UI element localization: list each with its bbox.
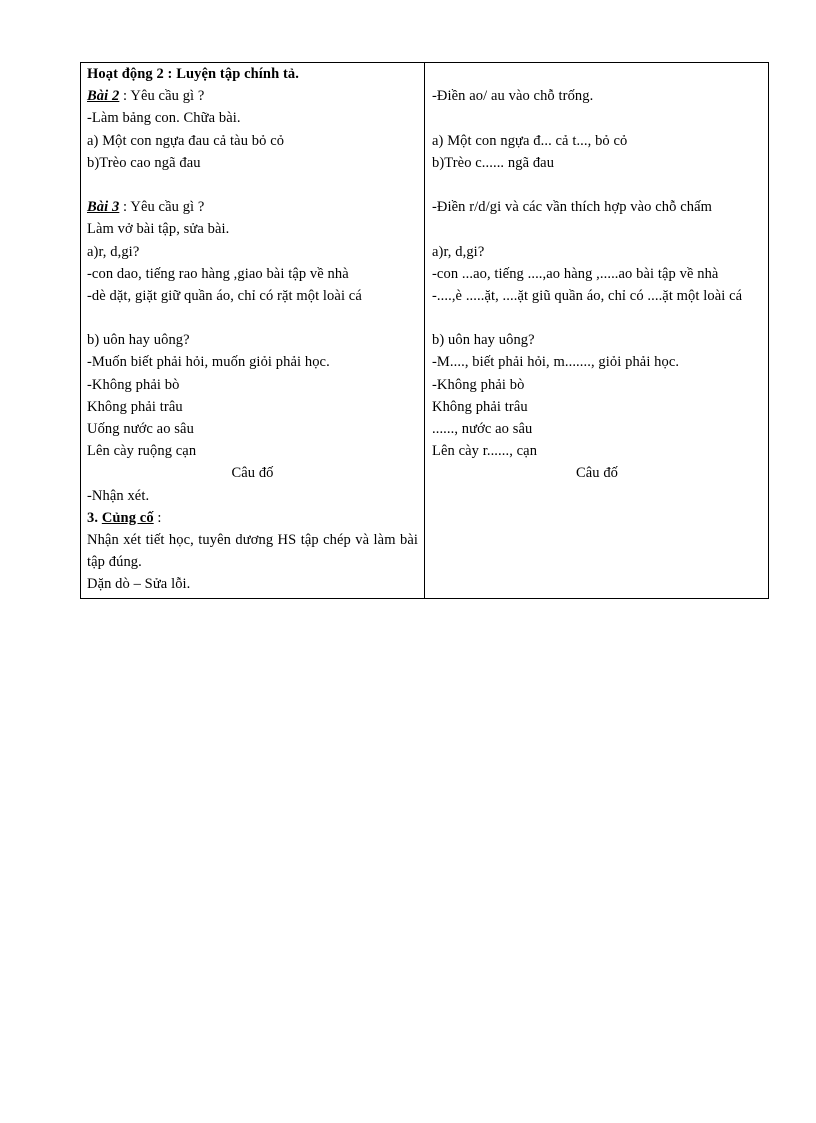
text-line: Lên cày ruộng cạn <box>87 443 197 460</box>
student-column <box>425 63 768 598</box>
text-line: -con ...ao, tiếng ....,ao hàng ,.....ao bài tập về nhà <box>432 265 719 282</box>
text-line: -Điền r/d/gi và các vần thích hợp vào chỗ chấm <box>432 199 713 216</box>
exercise-2-label: Bài 2 <box>87 88 120 105</box>
text-line: -Làm bảng con. Chữa bài. <box>87 110 241 127</box>
consolidation-heading: 3. Củng cố : <box>87 509 162 526</box>
text-paragraph: Nhận xét tiết học, tuyên dương HS tập chép và làm bài tập đúng. <box>87 531 418 571</box>
text-line: Làm vở bài tập, sửa bài. <box>87 221 230 238</box>
text-line: -Không phải bò <box>432 376 525 393</box>
text-line: -M...., biết phải hỏi, m......., giỏi phải học. <box>432 354 680 371</box>
spacer <box>432 174 762 196</box>
spacer <box>87 174 418 196</box>
text-line: -Nhận xét. <box>87 487 150 504</box>
text-line: -con dao, tiếng rao hàng ,giao bài tập về nhà <box>87 265 349 282</box>
spacer <box>432 63 762 85</box>
activity-title: Hoạt động 2 : Luyện tập chính tả. <box>87 66 299 82</box>
exercise-3-label: Bài 3 <box>87 199 120 216</box>
text-line: Lên cày r......, cạn <box>432 443 538 460</box>
exercise-2-heading: Bài 2 : Yêu cầu gì ? <box>87 88 205 105</box>
text-line: a)r, d,gi? <box>432 243 485 260</box>
spacer <box>432 307 762 329</box>
lesson-table <box>80 62 769 599</box>
text-line: -Không phải bò <box>87 376 180 393</box>
riddle-label: Câu đố <box>575 465 619 482</box>
text-line: a) Một con ngựa đau cả tàu bỏ cỏ <box>87 132 285 149</box>
text-line: b) uôn hay uông? <box>87 332 190 349</box>
spacer <box>432 218 762 240</box>
text-line: b)Trèo cao ngã đau <box>87 154 201 171</box>
spacer <box>87 307 418 329</box>
text-line: -Điền ao/ au vào chỗ trống. <box>432 88 594 105</box>
text-line: Dặn dò – Sửa lỗi. <box>87 576 191 593</box>
text-line: -Muốn biết phải hỏi, muốn giỏi phải học. <box>87 354 330 371</box>
teacher-column <box>81 63 425 598</box>
spacer <box>432 107 762 129</box>
text-line: a) Một con ngựa đ... cả t..., bỏ cỏ <box>432 132 628 149</box>
text-line: b) uôn hay uông? <box>432 332 535 349</box>
text-line: Không phải trâu <box>432 398 528 415</box>
riddle-label: Câu đố <box>231 465 274 482</box>
text-paragraph: -....,è .....ặt, ....ặt giũ quần áo, chỉ có ....ặt một loài cá <box>432 287 743 304</box>
text-line: Uống nước ao sâu <box>87 421 194 437</box>
text-line: a)r, d,gi? <box>87 243 140 260</box>
consolidation-label: Củng cố <box>101 509 154 526</box>
text-line: b)Trèo c...... ngã đau <box>432 154 555 171</box>
text-line: ......, nước ao sâu <box>432 421 533 438</box>
exercise-3-heading: Bài 3 : Yêu cầu gì ? <box>87 199 205 216</box>
text-line: -dè dặt, giặt giữ quần áo, chỉ có rặt một loài cá <box>87 287 362 304</box>
text-line: Không phải trâu <box>87 398 183 415</box>
